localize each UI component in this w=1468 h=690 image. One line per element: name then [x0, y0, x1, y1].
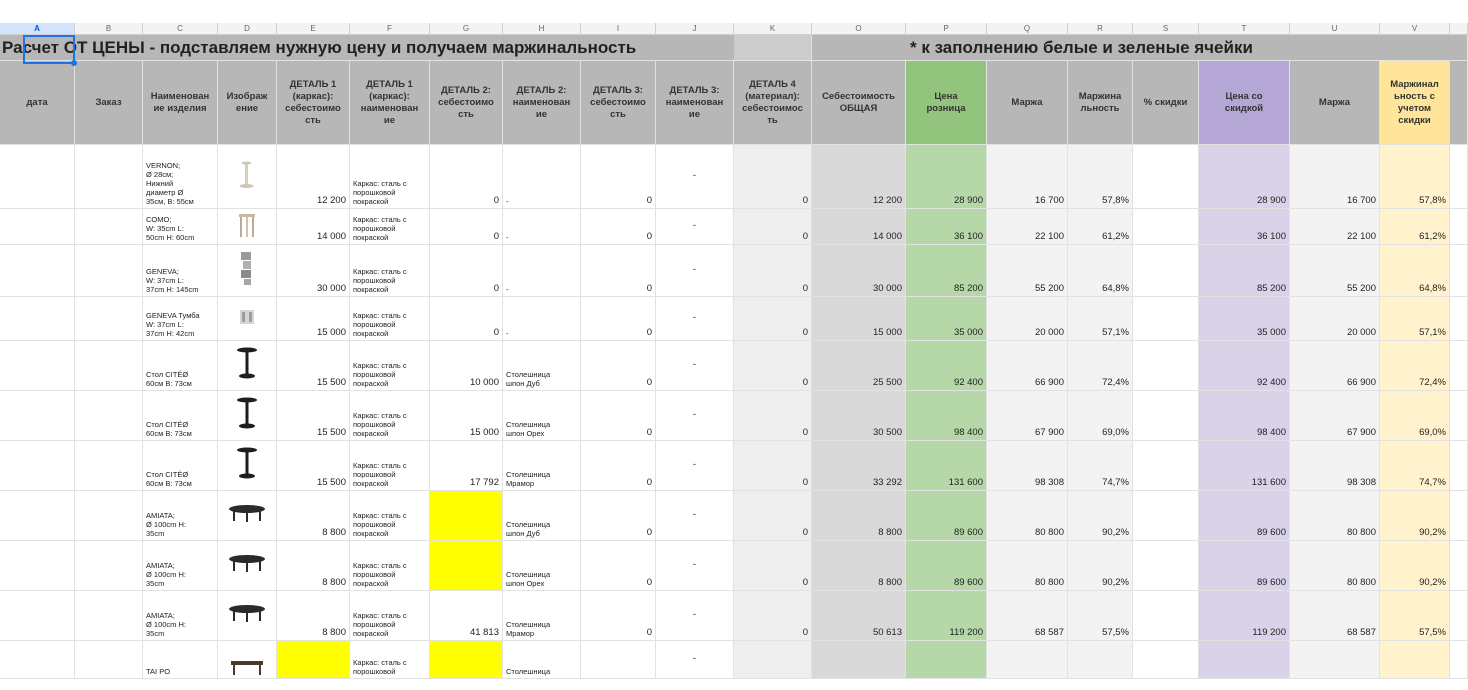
cell-r-row-5[interactable]: 72,4% [1068, 341, 1133, 391]
header-e[interactable]: ДЕТАЛЬ 1 (каркас): себестоимо сть [277, 61, 350, 145]
cell-h-row-9[interactable]: Столешница шпон Орех [503, 541, 581, 591]
header-g[interactable]: ДЕТАЛЬ 2: себестоимо сть [430, 61, 503, 145]
cell-p-row-10[interactable]: 119 200 [906, 591, 987, 641]
cell-v-row-3[interactable]: 64,8% [1380, 245, 1450, 297]
cell-u-row-11[interactable] [1290, 641, 1380, 679]
cell-p-row-1[interactable]: 28 900 [906, 145, 987, 209]
cell-c-row-6[interactable]: Стол CITÉØ 60см В: 73см [143, 391, 218, 441]
cell-j-row-4[interactable]: - [656, 297, 734, 341]
cell-o-row-9[interactable]: 8 800 [812, 541, 906, 591]
cell-v-row-10[interactable]: 57,5% [1380, 591, 1450, 641]
header-o[interactable]: Себестоимость ОБЩАЯ [812, 61, 906, 145]
cell-u-row-6[interactable]: 67 900 [1290, 391, 1380, 441]
cell-a-row-8[interactable] [0, 491, 75, 541]
cell-r-row-11[interactable] [1068, 641, 1133, 679]
cell-k-row-4[interactable]: 0 [734, 297, 812, 341]
bench-icon [227, 641, 267, 679]
column-header-h[interactable]: H [503, 23, 581, 35]
coffee-table-icon [227, 543, 267, 586]
cell-p-row-6[interactable]: 98 400 [906, 391, 987, 441]
cell-c-row-1[interactable]: VERNON; Ø 28см; Нижний диаметр Ø 35см, В: 55см [143, 145, 218, 209]
round-table-icon [227, 443, 267, 486]
cell-e-row-1[interactable]: 12 200 [277, 145, 350, 209]
cell-o-row-10[interactable]: 50 613 [812, 591, 906, 641]
header-s[interactable]: % скидки [1133, 61, 1199, 145]
cell-d-row-7[interactable] [218, 441, 277, 491]
title-gap [734, 35, 812, 61]
cell-s-row-5[interactable] [1133, 341, 1199, 391]
cell-q-row-2[interactable]: 22 100 [987, 209, 1068, 245]
cell-v-row-9[interactable]: 90,2% [1380, 541, 1450, 591]
cell-q-row-9[interactable]: 80 800 [987, 541, 1068, 591]
cell-v-row-5[interactable]: 72,4% [1380, 341, 1450, 391]
cell-r-row-4[interactable]: 57,1% [1068, 297, 1133, 341]
row-filler-11 [1450, 641, 1468, 679]
cell-f-row-11[interactable]: Каркас: сталь с порошковой [350, 641, 430, 679]
cell-t-row-3[interactable]: 85 200 [1199, 245, 1290, 297]
header-t[interactable]: Цена со скидкой [1199, 61, 1290, 145]
cell-k-row-3[interactable]: 0 [734, 245, 812, 297]
cell-g-row-10[interactable]: 41 813 [430, 591, 503, 641]
cell-o-row-4[interactable]: 15 000 [812, 297, 906, 341]
header-i[interactable]: ДЕТАЛЬ 3: себестоимо сть [581, 61, 656, 145]
cell-f-row-5[interactable]: Каркас: сталь с порошковой покраской [350, 341, 430, 391]
cell-t-row-11[interactable] [1199, 641, 1290, 679]
cell-i-row-7[interactable]: 0 [581, 441, 656, 491]
cell-j-row-7[interactable]: - [656, 441, 734, 491]
cell-a-row-5[interactable] [0, 341, 75, 391]
cell-p-row-2[interactable]: 36 100 [906, 209, 987, 245]
cell-b-row-10[interactable] [75, 591, 143, 641]
cell-h-row-4[interactable]: - [503, 297, 581, 341]
fill-handle[interactable] [71, 60, 77, 66]
cell-t-row-1[interactable]: 28 900 [1199, 145, 1290, 209]
cell-d-row-2[interactable] [218, 209, 277, 245]
header-u[interactable]: Маржа [1290, 61, 1380, 145]
row-filler-3 [1450, 245, 1468, 297]
cell-i-row-1[interactable]: 0 [581, 145, 656, 209]
row-filler-1 [1450, 145, 1468, 209]
cell-u-row-2[interactable]: 22 100 [1290, 209, 1380, 245]
cell-d-row-10[interactable] [218, 591, 277, 641]
cell-i-row-11[interactable] [581, 641, 656, 679]
column-header-o[interactable]: O [812, 23, 906, 35]
cell-o-row-1[interactable]: 12 200 [812, 145, 906, 209]
cell-a-row-4[interactable] [0, 297, 75, 341]
cell-g-row-8[interactable] [430, 491, 503, 541]
cell-r-row-6[interactable]: 69,0% [1068, 391, 1133, 441]
cell-s-row-1[interactable] [1133, 145, 1199, 209]
cell-p-row-7[interactable]: 131 600 [906, 441, 987, 491]
cell-t-row-9[interactable]: 89 600 [1199, 541, 1290, 591]
cell-p-row-3[interactable]: 85 200 [906, 245, 987, 297]
cell-k-row-6[interactable]: 0 [734, 391, 812, 441]
cell-i-row-10[interactable]: 0 [581, 591, 656, 641]
cell-h-row-5[interactable]: Столешница шпон Дуб [503, 341, 581, 391]
column-header-g[interactable]: G [430, 23, 503, 35]
cell-f-row-2[interactable]: Каркас: сталь с порошковой покраской [350, 209, 430, 245]
cell-b-row-4[interactable] [75, 297, 143, 341]
row-filler-7 [1450, 441, 1468, 491]
row-filler-10 [1450, 591, 1468, 641]
cell-d-row-1[interactable] [218, 145, 277, 209]
cell-h-row-8[interactable]: Столешница шпон Дуб [503, 491, 581, 541]
column-header-d[interactable]: D [218, 23, 277, 35]
cell-o-row-7[interactable]: 33 292 [812, 441, 906, 491]
cell-j-row-6[interactable]: - [656, 391, 734, 441]
header-b[interactable]: Заказ [75, 61, 143, 145]
cell-t-row-4[interactable]: 35 000 [1199, 297, 1290, 341]
cell-h-row-10[interactable]: Столешница Мрамор [503, 591, 581, 641]
cell-i-row-2[interactable]: 0 [581, 209, 656, 245]
cell-b-row-2[interactable] [75, 209, 143, 245]
cell-q-row-6[interactable]: 67 900 [987, 391, 1068, 441]
cell-a-row-11[interactable] [0, 641, 75, 679]
cell-r-row-7[interactable]: 74,7% [1068, 441, 1133, 491]
cell-o-row-2[interactable]: 14 000 [812, 209, 906, 245]
title-left: Расчет ОТ ЦЕНЫ - подставляем нужную цену и получаем маржинальность [2, 38, 637, 57]
cell-q-row-10[interactable]: 68 587 [987, 591, 1068, 641]
cell-a-row-9[interactable] [0, 541, 75, 591]
cell-q-row-4[interactable]: 20 000 [987, 297, 1068, 341]
cell-o-row-6[interactable]: 30 500 [812, 391, 906, 441]
row-filler-4 [1450, 297, 1468, 341]
cell-j-row-11[interactable]: - [656, 641, 734, 679]
toolbar-strip [0, 0, 1468, 23]
cell-u-row-5[interactable]: 66 900 [1290, 341, 1380, 391]
cell-r-row-9[interactable]: 90,2% [1068, 541, 1133, 591]
cell-h-row-7[interactable]: Столешница Мрамор [503, 441, 581, 491]
cell-k-row-9[interactable]: 0 [734, 541, 812, 591]
cell-p-row-9[interactable]: 89 600 [906, 541, 987, 591]
cell-s-row-11[interactable] [1133, 641, 1199, 679]
column-header-filler [1450, 23, 1468, 35]
header-v[interactable]: Маржинал ьность с учетом скидки [1380, 61, 1450, 145]
column-header-f[interactable]: F [350, 23, 430, 35]
cell-t-row-10[interactable]: 119 200 [1199, 591, 1290, 641]
cell-h-row-6[interactable]: Столешница шпон Орех [503, 391, 581, 441]
cell-g-row-7[interactable]: 17 792 [430, 441, 503, 491]
column-header-v[interactable]: V [1380, 23, 1450, 35]
cell-i-row-3[interactable]: 0 [581, 245, 656, 297]
column-header-a[interactable]: A [0, 23, 75, 35]
cell-d-row-11[interactable] [218, 641, 277, 679]
cell-o-row-3[interactable]: 30 000 [812, 245, 906, 297]
row-filler-2 [1450, 209, 1468, 245]
cell-c-row-5[interactable]: Стол CITÉØ 60см В: 73см [143, 341, 218, 391]
column-header-k[interactable]: K [734, 23, 812, 35]
round-table-icon [227, 343, 267, 386]
cell-p-row-5[interactable]: 92 400 [906, 341, 987, 391]
coffee-table-icon [227, 593, 267, 636]
cell-b-row-11[interactable] [75, 641, 143, 679]
column-header-b[interactable]: B [75, 23, 143, 35]
cell-s-row-3[interactable] [1133, 245, 1199, 297]
cell-g-row-4[interactable]: 0 [430, 297, 503, 341]
cell-s-row-6[interactable] [1133, 391, 1199, 441]
cell-q-row-11[interactable] [987, 641, 1068, 679]
shelf-icon [227, 248, 267, 291]
cell-b-row-9[interactable] [75, 541, 143, 591]
header-r[interactable]: Маржина льность [1068, 61, 1133, 145]
row-filler-8 [1450, 491, 1468, 541]
cell-u-row-9[interactable]: 80 800 [1290, 541, 1380, 591]
cell-v-row-4[interactable]: 57,1% [1380, 297, 1450, 341]
column-header-j[interactable]: J [656, 23, 734, 35]
cell-q-row-3[interactable]: 55 200 [987, 245, 1068, 297]
column-header-q[interactable]: Q [987, 23, 1068, 35]
cell-j-row-10[interactable]: - [656, 591, 734, 641]
active-cell-selection [23, 35, 75, 64]
cell-u-row-7[interactable]: 98 308 [1290, 441, 1380, 491]
header-k[interactable]: ДЕТАЛЬ 4 (материал): себестоимос ть [734, 61, 812, 145]
cell-j-row-9[interactable]: - [656, 541, 734, 591]
cell-a-row-6[interactable] [0, 391, 75, 441]
cell-s-row-4[interactable] [1133, 297, 1199, 341]
header-c[interactable]: Наименован ие изделия [143, 61, 218, 145]
cell-g-row-1[interactable]: 0 [430, 145, 503, 209]
cell-k-row-2[interactable]: 0 [734, 209, 812, 245]
header-j[interactable]: ДЕТАЛЬ 3: наименован ие [656, 61, 734, 145]
column-header-c[interactable]: C [143, 23, 218, 35]
cell-c-row-2[interactable]: COMO; W: 35cm L: 50cm H: 60cm [143, 209, 218, 245]
cell-s-row-7[interactable] [1133, 441, 1199, 491]
cell-t-row-6[interactable]: 98 400 [1199, 391, 1290, 441]
round-table-icon [227, 393, 267, 436]
cell-r-row-2[interactable]: 61,2% [1068, 209, 1133, 245]
cell-t-row-8[interactable]: 89 600 [1199, 491, 1290, 541]
cell-j-row-2[interactable]: - [656, 209, 734, 245]
cell-c-row-7[interactable]: Стол CITÉØ 60см В: 73см [143, 441, 218, 491]
header-p[interactable]: Цена розница [906, 61, 987, 145]
cell-f-row-1[interactable]: Каркас: сталь с порошковой покраской [350, 145, 430, 209]
cell-g-row-2[interactable]: 0 [430, 209, 503, 245]
cell-i-row-5[interactable]: 0 [581, 341, 656, 391]
bar-stool-icon [227, 209, 267, 245]
cell-b-row-8[interactable] [75, 491, 143, 541]
cell-p-row-4[interactable]: 35 000 [906, 297, 987, 341]
cell-h-row-2[interactable]: - [503, 209, 581, 245]
cell-h-row-11[interactable]: Столешница [503, 641, 581, 679]
cell-j-row-8[interactable]: - [656, 491, 734, 541]
cell-g-row-3[interactable]: 0 [430, 245, 503, 297]
cell-c-row-3[interactable]: GENEVA; W: 37cm L: 37cm H: 145cm [143, 245, 218, 297]
header-q[interactable]: Маржа [987, 61, 1068, 145]
cell-d-row-8[interactable] [218, 491, 277, 541]
cell-r-row-1[interactable]: 57,8% [1068, 145, 1133, 209]
cell-r-row-3[interactable]: 64,8% [1068, 245, 1133, 297]
cell-a-row-1[interactable] [0, 145, 75, 209]
cell-f-row-7[interactable]: Каркас: сталь с порошковой покраской [350, 441, 430, 491]
cell-e-row-2[interactable]: 14 000 [277, 209, 350, 245]
nightstand-icon [227, 297, 267, 339]
cell-v-row-11[interactable] [1380, 641, 1450, 679]
cell-d-row-9[interactable] [218, 541, 277, 591]
cell-f-row-10[interactable]: Каркас: сталь с порошковой покраской [350, 591, 430, 641]
column-header-t[interactable]: T [1199, 23, 1290, 35]
cell-c-row-4[interactable]: GENEVA Тумба W: 37cm L: 37cm H: 42cm [143, 297, 218, 341]
cell-b-row-7[interactable] [75, 441, 143, 491]
cell-q-row-7[interactable]: 98 308 [987, 441, 1068, 491]
cell-t-row-5[interactable]: 92 400 [1199, 341, 1290, 391]
cell-c-row-8[interactable]: AMIATA; Ø 100cm H: 35cm [143, 491, 218, 541]
cell-a-row-10[interactable] [0, 591, 75, 641]
column-header-e[interactable]: E [277, 23, 350, 35]
cell-b-row-6[interactable] [75, 391, 143, 441]
cell-q-row-1[interactable]: 16 700 [987, 145, 1068, 209]
cell-s-row-2[interactable] [1133, 209, 1199, 245]
cell-k-row-5[interactable]: 0 [734, 341, 812, 391]
column-header-u[interactable]: U [1290, 23, 1380, 35]
cell-e-row-3[interactable]: 30 000 [277, 245, 350, 297]
cell-u-row-1[interactable]: 16 700 [1290, 145, 1380, 209]
cell-f-row-8[interactable]: Каркас: сталь с порошковой покраской [350, 491, 430, 541]
row-filler-9 [1450, 541, 1468, 591]
cell-j-row-1[interactable]: - [656, 145, 734, 209]
cell-u-row-8[interactable]: 80 800 [1290, 491, 1380, 541]
cell-v-row-2[interactable]: 61,2% [1380, 209, 1450, 245]
cell-o-row-8[interactable]: 8 800 [812, 491, 906, 541]
cell-i-row-6[interactable]: 0 [581, 391, 656, 441]
cell-b-row-5[interactable] [75, 341, 143, 391]
cell-u-row-10[interactable]: 68 587 [1290, 591, 1380, 641]
cell-e-row-8[interactable]: 8 800 [277, 491, 350, 541]
cell-o-row-5[interactable]: 25 500 [812, 341, 906, 391]
cell-e-row-7[interactable]: 15 500 [277, 441, 350, 491]
cell-s-row-10[interactable] [1133, 591, 1199, 641]
header-f[interactable]: ДЕТАЛЬ 1 (каркас): наименован ие [350, 61, 430, 145]
column-header-i[interactable]: I [581, 23, 656, 35]
cell-h-row-3[interactable]: - [503, 245, 581, 297]
cell-o-row-11[interactable] [812, 641, 906, 679]
cell-v-row-6[interactable]: 69,0% [1380, 391, 1450, 441]
cell-s-row-8[interactable] [1133, 491, 1199, 541]
title-right: * к заполнению белые и зеленые ячейки [910, 38, 1253, 57]
cell-i-row-4[interactable]: 0 [581, 297, 656, 341]
cell-b-row-3[interactable] [75, 245, 143, 297]
cell-k-row-11[interactable] [734, 641, 812, 679]
header-a[interactable]: дата [0, 61, 75, 145]
cell-k-row-7[interactable]: 0 [734, 441, 812, 491]
column-header-s[interactable]: S [1133, 23, 1199, 35]
row-filler-6 [1450, 391, 1468, 441]
cell-v-row-8[interactable]: 90,2% [1380, 491, 1450, 541]
cell-e-row-9[interactable]: 8 800 [277, 541, 350, 591]
cell-i-row-8[interactable]: 0 [581, 491, 656, 541]
cell-e-row-6[interactable]: 15 500 [277, 391, 350, 441]
cell-r-row-8[interactable]: 90,2% [1068, 491, 1133, 541]
cell-r-row-10[interactable]: 57,5% [1068, 591, 1133, 641]
cell-j-row-5[interactable]: - [656, 341, 734, 391]
cell-e-row-10[interactable]: 8 800 [277, 591, 350, 641]
cell-u-row-4[interactable]: 20 000 [1290, 297, 1380, 341]
cell-a-row-3[interactable] [0, 245, 75, 297]
cell-b-row-1[interactable] [75, 145, 143, 209]
cell-e-row-4[interactable]: 15 000 [277, 297, 350, 341]
cell-s-row-9[interactable] [1133, 541, 1199, 591]
header-filler [1450, 61, 1468, 145]
cell-i-row-9[interactable]: 0 [581, 541, 656, 591]
cell-f-row-3[interactable]: Каркас: сталь с порошковой покраской [350, 245, 430, 297]
cell-f-row-4[interactable]: Каркас: сталь с порошковой покраской [350, 297, 430, 341]
cell-p-row-8[interactable]: 89 600 [906, 491, 987, 541]
cell-d-row-5[interactable] [218, 341, 277, 391]
stool-icon [227, 154, 267, 197]
cell-q-row-8[interactable]: 80 800 [987, 491, 1068, 541]
header-h[interactable]: ДЕТАЛЬ 2: наименован ие [503, 61, 581, 145]
cell-h-row-1[interactable]: - [503, 145, 581, 209]
cell-a-row-2[interactable] [0, 209, 75, 245]
header-d[interactable]: Изображ ение [218, 61, 277, 145]
cell-d-row-4[interactable] [218, 297, 277, 341]
cell-u-row-3[interactable]: 55 200 [1290, 245, 1380, 297]
cell-g-row-11[interactable] [430, 641, 503, 679]
cell-t-row-2[interactable]: 36 100 [1199, 209, 1290, 245]
column-header-p[interactable]: P [906, 23, 987, 35]
column-header-r[interactable]: R [1068, 23, 1133, 35]
cell-q-row-5[interactable]: 66 900 [987, 341, 1068, 391]
cell-v-row-7[interactable]: 74,7% [1380, 441, 1450, 491]
cell-k-row-10[interactable]: 0 [734, 591, 812, 641]
cell-d-row-6[interactable] [218, 391, 277, 441]
cell-j-row-3[interactable]: - [656, 245, 734, 297]
cell-g-row-5[interactable]: 10 000 [430, 341, 503, 391]
cell-a-row-7[interactable] [0, 441, 75, 491]
cell-e-row-11[interactable] [277, 641, 350, 679]
cell-f-row-6[interactable]: Каркас: сталь с порошковой покраской [350, 391, 430, 441]
cell-c-row-9[interactable]: AMIATA; Ø 100cm H: 35cm [143, 541, 218, 591]
cell-d-row-3[interactable] [218, 245, 277, 297]
cell-k-row-1[interactable]: 0 [734, 145, 812, 209]
cell-f-row-9[interactable]: Каркас: сталь с порошковой покраской [350, 541, 430, 591]
cell-g-row-6[interactable]: 15 000 [430, 391, 503, 441]
cell-t-row-7[interactable]: 131 600 [1199, 441, 1290, 491]
coffee-table-icon [227, 493, 267, 536]
cell-e-row-5[interactable]: 15 500 [277, 341, 350, 391]
row-filler-5 [1450, 341, 1468, 391]
cell-v-row-1[interactable]: 57,8% [1380, 145, 1450, 209]
cell-c-row-11[interactable]: TAI PO [143, 641, 218, 679]
cell-k-row-8[interactable]: 0 [734, 491, 812, 541]
cell-p-row-11[interactable] [906, 641, 987, 679]
cell-g-row-9[interactable] [430, 541, 503, 591]
cell-c-row-10[interactable]: AMIATA; Ø 100cm H: 35cm [143, 591, 218, 641]
